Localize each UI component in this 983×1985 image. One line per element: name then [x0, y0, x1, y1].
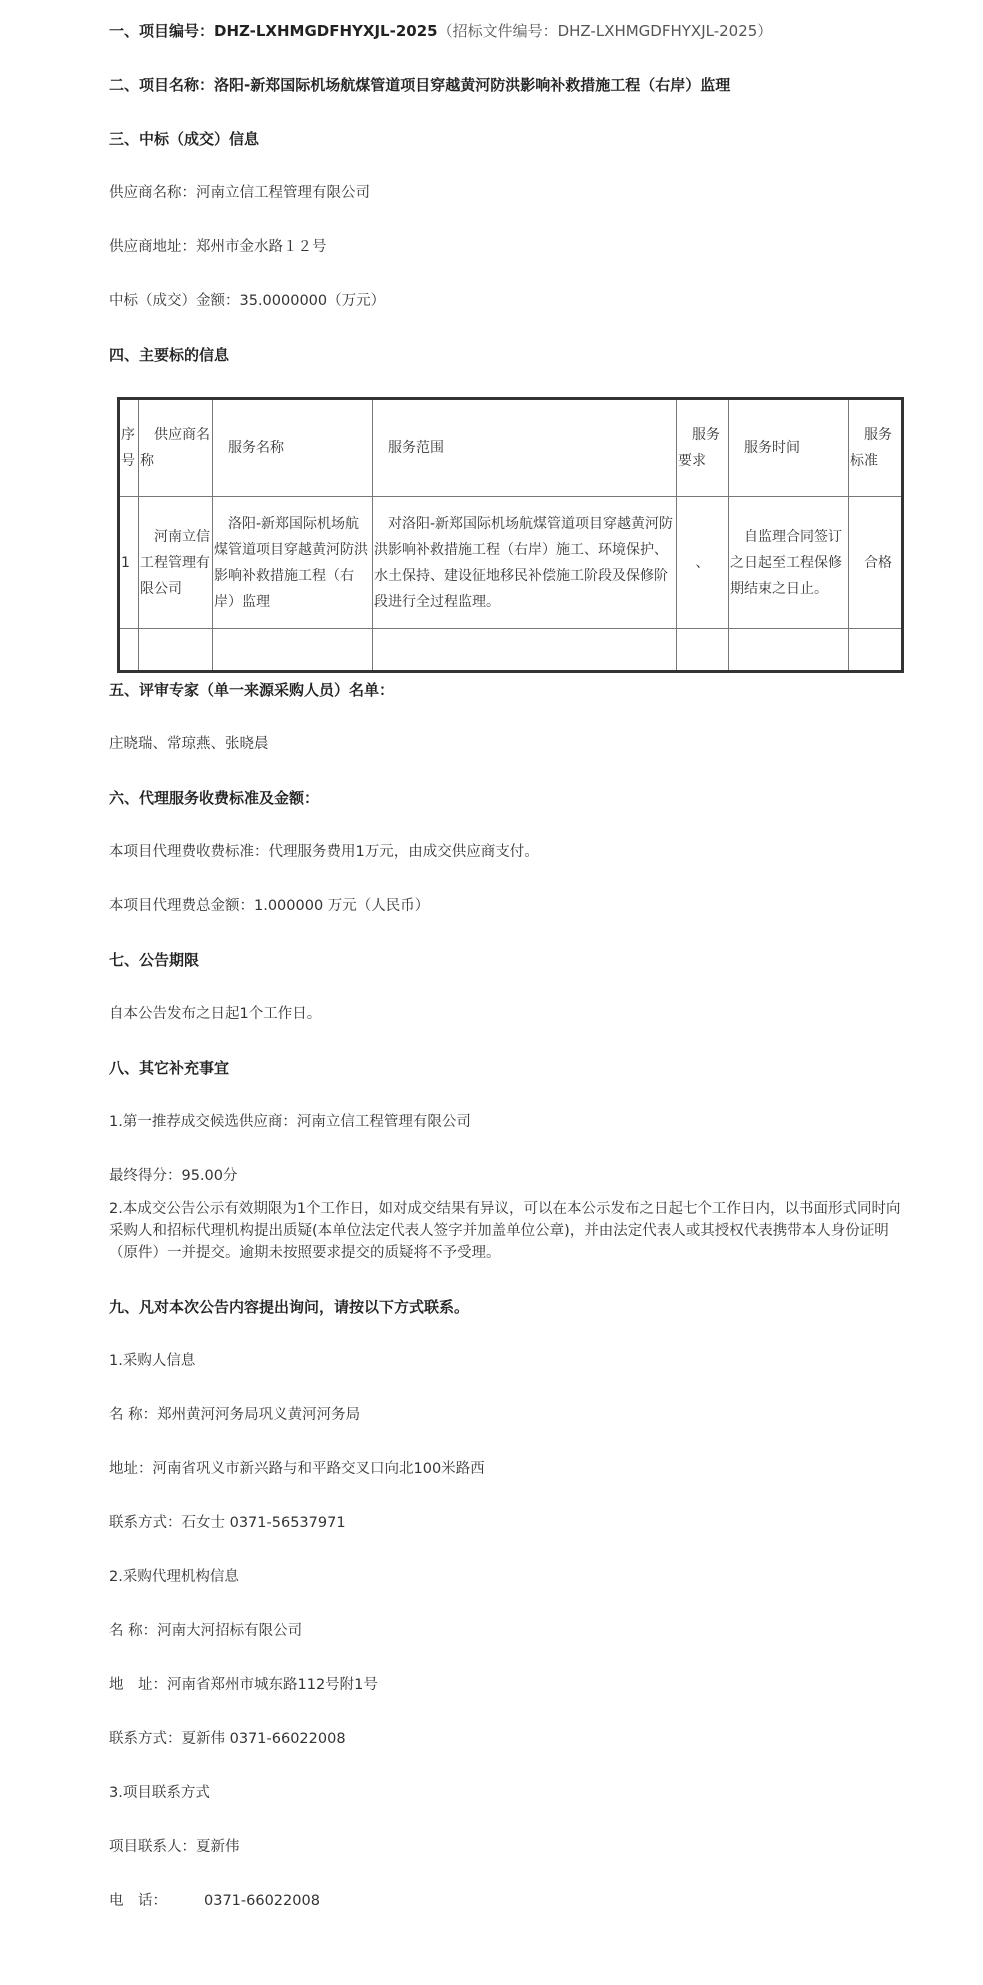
objection-notice: 2.本成交公告公示有效期限为1个工作日，如对成交结果有异议，可以在本公示发布之日起七个工作日内，以书面形式同时向采购人和招标代理机构提出质疑(本单位法定代表人签字并加盖单位公章)，并由法定代表人或其授权代表携带本人身份证明（原件）一并提交。逾期未按照要求提交的质疑将不予受理。 [109, 1201, 901, 1261]
supplier-name: 供应商名称：河南立信工程管理有限公司 [109, 185, 370, 201]
project-phone [109, 1891, 320, 1911]
empty-cell [139, 629, 213, 672]
header-cell: 服务时间 [729, 399, 849, 497]
section-label: 一、项目编号： [109, 22, 215, 40]
header-cell: 服务标准 [849, 399, 903, 497]
empty-cell [849, 629, 903, 672]
header-cell: 服务范围 [373, 399, 677, 497]
supplier-address: 供应商地址：郑州市金水路１２号 [109, 239, 327, 255]
project-code: DHZ-LXHMGDFHYXJL-2025 [214, 22, 438, 40]
agent-address [109, 1675, 378, 1695]
section-project-number [109, 21, 772, 41]
row-number-cell: 1 [119, 497, 139, 629]
section-main-subject-title: 四、主要标的信息 [109, 346, 230, 364]
phone-number: 0371-66022008 [204, 1893, 320, 1909]
buyer-contact: 联系方式：石女士 0371-56537971 [109, 1515, 346, 1531]
agency-fee-standard: 本项目代理费收费标准：代理服务费用1万元，由成交供应商支付。 [109, 844, 539, 860]
tender-doc-number: （招标文件编号：DHZ-LXHMGDFHYXJL-2025） [437, 22, 773, 40]
award-amount: 中标（成交）金额：35.0000000（万元） [109, 293, 386, 309]
buyer-name: 名 称：郑州黄河河务局巩义黄河河务局 [109, 1407, 361, 1423]
service-name-cell: 洛阳-新郑国际机场航煤管道项目穿越黄河防洪影响补救措施工程（右岸）监理 [213, 497, 373, 629]
empty-cell [373, 629, 677, 672]
agent-address-label: 地 址： [109, 1677, 167, 1693]
header-cell: 序号 [119, 399, 139, 497]
section-notice-period-title: 七、公告期限 [109, 951, 200, 969]
empty-cell [677, 629, 729, 672]
supplier-cell: 河南立信工程管理有限公司 [139, 497, 213, 629]
empty-cell [213, 629, 373, 672]
service-standard-cell: 合格 [849, 497, 903, 629]
empty-cell [729, 629, 849, 672]
section-project-name: 二、项目名称：洛阳-新郑国际机场航煤管道项目穿越黄河防洪影响补救措施工程（右岸）监理 [109, 76, 731, 94]
header-cell: 服务要求 [677, 399, 729, 497]
expert-names: 庄晓瑞、常琼燕、张晓晨 [109, 736, 269, 752]
agent-contact: 联系方式：夏新伟 0371-66022008 [109, 1731, 346, 1747]
subject-info-table [117, 397, 904, 673]
agent-address-value: 河南省郑州市城东路112号附1号 [167, 1677, 378, 1693]
header-cell: 服务名称 [213, 399, 373, 497]
service-scope-cell: 对洛阳-新郑国际机场航煤管道项目穿越黄河防洪影响补救措施工程（右岸）施工、环境保护、水土保持、建设征地移民补偿施工阶段及保修阶段进行全过程监理。 [373, 497, 677, 629]
section-contact-title: 九、凡对本次公告内容提出询问，请按以下方式联系。 [109, 1298, 470, 1316]
project-contact-heading: 3.项目联系方式 [109, 1785, 210, 1801]
header-cell: 供应商名称 [139, 399, 213, 497]
final-score: 最终得分：95.00分 [109, 1168, 238, 1184]
agent-info-heading: 2.采购代理机构信息 [109, 1569, 239, 1585]
agent-name: 名 称：河南大河招标有限公司 [109, 1623, 303, 1639]
service-requirement-cell: 、 [677, 497, 729, 629]
table-empty-row [119, 629, 903, 672]
buyer-info-heading: 1.采购人信息 [109, 1353, 196, 1369]
agency-fee-total: 本项目代理费总金额：1.000000 万元（人民币） [109, 898, 430, 914]
empty-cell [119, 629, 139, 672]
section-other-matters-title: 八、其它补充事宜 [109, 1059, 230, 1077]
project-contact-person: 项目联系人：夏新伟 [109, 1839, 240, 1855]
phone-label: 电 话： [109, 1893, 167, 1909]
service-time-cell: 自监理合同签订之日起至工程保修期结束之日止。 [729, 497, 849, 629]
section-experts-title: 五、评审专家（单一来源采购人员）名单： [109, 681, 395, 699]
table-row [119, 497, 903, 629]
first-recommended-supplier: 1.第一推荐成交候选供应商：河南立信工程管理有限公司 [109, 1114, 471, 1130]
section-agency-fee-title: 六、代理服务收费标准及金额： [109, 789, 320, 807]
table-header-row [119, 399, 903, 497]
section-award-info-title: 三、中标（成交）信息 [109, 130, 260, 148]
buyer-address: 地址：河南省巩义市新兴路与和平路交叉口向北100米路西 [109, 1461, 485, 1477]
notice-period-text: 自本公告发布之日起1个工作日。 [109, 1006, 322, 1022]
